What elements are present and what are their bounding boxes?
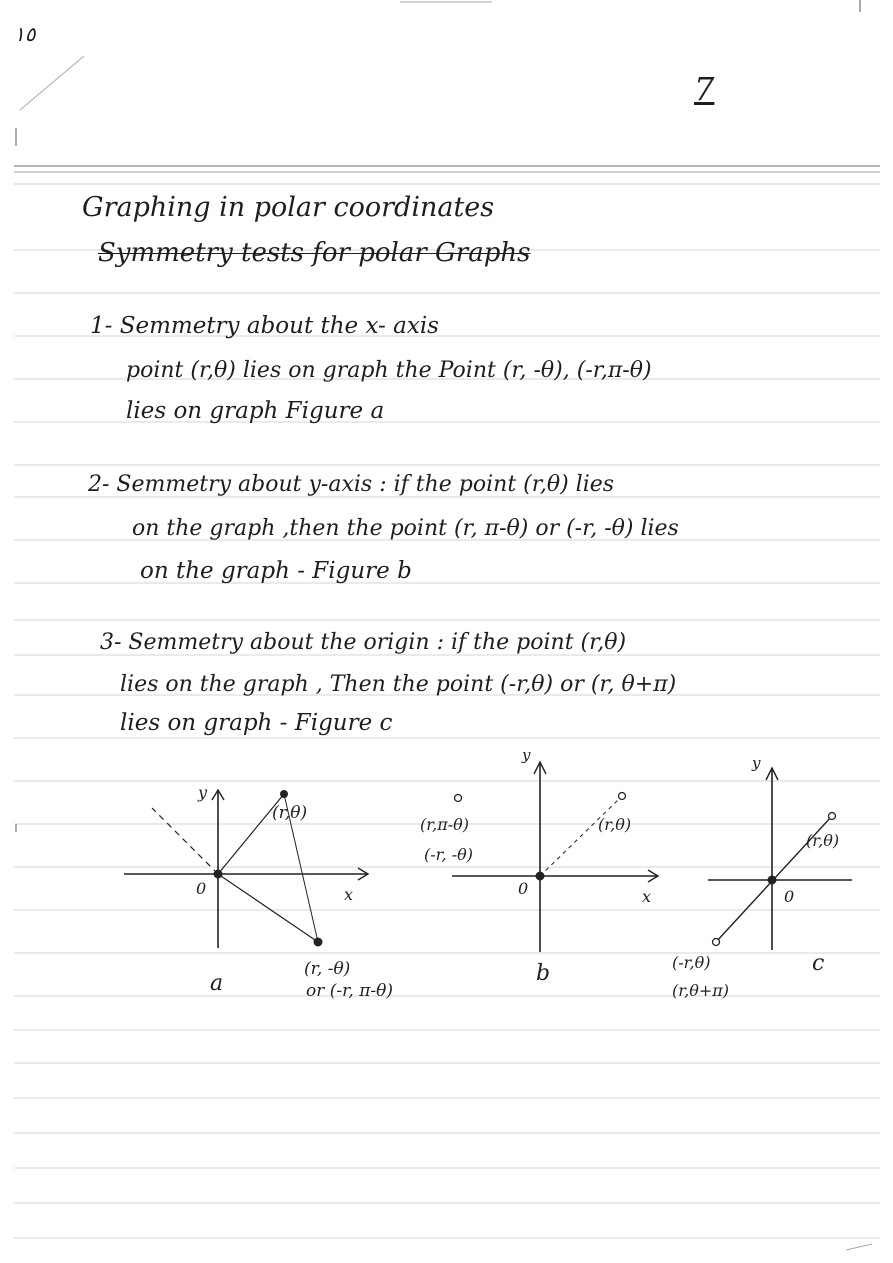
figure-b-origin-dot <box>536 872 544 880</box>
figure-b-point-label: (r,θ) <box>598 815 632 834</box>
section-1-line-3: lies on graph Figure a <box>126 398 385 424</box>
section-2-line-3: on the graph - Figure b <box>140 558 412 584</box>
figure-b-x-label: x <box>642 887 652 906</box>
page-subtitle: Symmetry tests for polar Graphs <box>98 238 531 268</box>
figure-b-reflected-dot <box>455 795 462 802</box>
figure-c-reflected-label-2: (r,θ+π) <box>672 981 730 1000</box>
section-3-line-2: lies on the graph , Then the point (-r,θ) or (r, θ+π) <box>120 672 677 697</box>
figure-a-x-label: x <box>344 885 354 904</box>
symmetry-figures <box>0 740 893 1040</box>
figure-a-reflected-dot <box>314 938 322 946</box>
figure-c <box>708 768 852 950</box>
figure-b-origin-label: 0 <box>518 879 529 898</box>
figure-a-caption: a <box>210 971 224 996</box>
figure-b-dashed-ray <box>540 800 618 876</box>
page-title: Graphing in polar coordinates <box>82 192 495 223</box>
section-2-line-2: on the graph ,then the point (r, π-θ) or (-r, -θ) lies <box>132 516 679 541</box>
figure-a-origin-label: 0 <box>196 879 207 898</box>
figure-a-point-dot <box>281 791 288 798</box>
figure-c-origin-dot <box>768 876 776 884</box>
figure-c-point-dot <box>829 813 836 820</box>
figure-a-point-label: (r,θ) <box>272 803 308 823</box>
figure-b-y-label: y <box>522 746 531 764</box>
figure-c-reflected-label-1: (-r,θ) <box>672 953 711 972</box>
figure-b-caption: b <box>536 961 551 986</box>
section-1-line-2: point (r,θ) lies on graph the Point (r, -θ), (-r,π-θ) <box>126 358 652 383</box>
corner-mark: ١٥ <box>14 22 36 46</box>
figure-b-reflected-label-1: (r,π-θ) <box>420 815 470 834</box>
figure-a-y-label: y <box>198 783 208 802</box>
page-number: 7 <box>694 70 715 108</box>
figure-c-caption: c <box>812 951 825 976</box>
figure-a-reflected-label-1: (r, -θ) <box>304 959 351 979</box>
figure-a-origin-dot <box>214 870 222 878</box>
figure-c-origin-label: 0 <box>784 887 795 906</box>
figure-b-point-dot <box>619 793 626 800</box>
section-3-line-3: lies on graph - Figure c <box>120 710 393 736</box>
figure-a-reflected-label-2: or (-r, π-θ) <box>306 981 393 1001</box>
figure-a-ray-to-reflection <box>218 874 318 942</box>
section-2-line-1: 2- Semmetry about y-axis : if the point (r,θ) lies <box>88 472 615 497</box>
figure-a <box>124 790 368 948</box>
figure-b-reflected-label-2: (-r, -θ) <box>424 845 473 864</box>
figure-c-point-label: (r,θ) <box>806 831 840 850</box>
figure-c-y-label: y <box>752 754 761 772</box>
figure-b <box>452 762 658 952</box>
section-1-line-1: 1- Semmetry about the x- axis <box>90 313 439 339</box>
section-3-line-1: 3- Semmetry about the origin : if the point (r,θ) <box>100 630 627 655</box>
figure-c-reflected-dot <box>713 939 720 946</box>
figure-a-dashed-ray <box>152 808 218 874</box>
